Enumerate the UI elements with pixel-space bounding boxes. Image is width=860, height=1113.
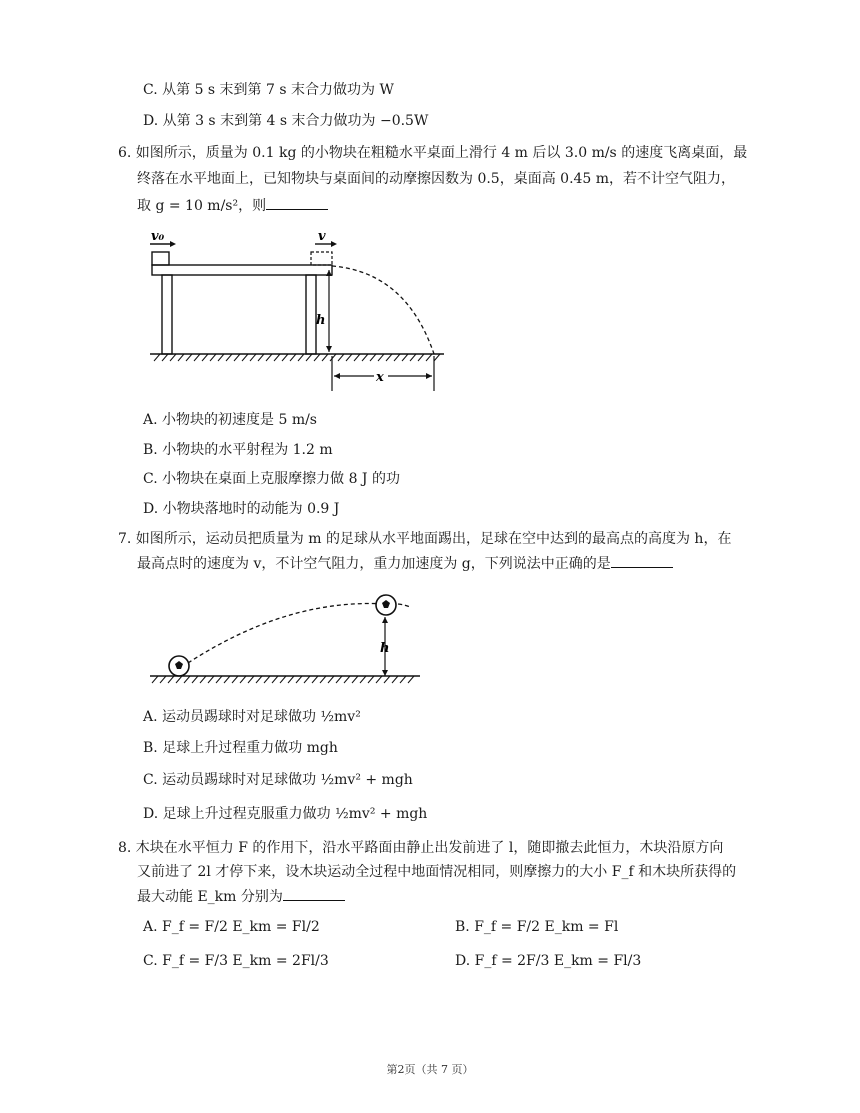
q7-option-c: C. 运动员踢球时对足球做功 ½mv² + mgh [143, 772, 413, 788]
q6-option-a: A. 小物块的初速度是 5 m/s [143, 412, 317, 428]
q8-option-c: C. F_f = F/3 E_km = 2Fl/3 [143, 953, 329, 969]
q6-option-c: C. 小物块在桌面上克服摩擦力做 8 J 的功 [143, 471, 400, 487]
answer-blank [611, 553, 673, 568]
label-v: v [318, 229, 326, 244]
q8-option-a: A. F_f = F/2 E_km = Fl/2 [143, 919, 320, 935]
q7-stem-line2: 最高点时的速度为 v，不计空气阻力，重力加速度为 g，下列说法中正确的是 [137, 553, 673, 574]
q8-stem-line3: 最大动能 E_km 分别为 [137, 886, 345, 907]
q7-stem-line1: 7. 如图所示，运动员把质量为 m 的足球从水平地面踢出，足球在空中达到的最高点的高度为 h，在 [118, 531, 732, 547]
label-x: x [376, 370, 384, 385]
q7-option-b: B. 足球上升过程重力做功 mgh [143, 740, 338, 756]
q8-stem-line2: 又前进了 2l 才停下来，设木块运动全过程中地面情况相同，则摩擦力的大小 F_f 和木块所获得的 [137, 864, 737, 880]
label-h: h [316, 313, 326, 328]
q6-stem-line3: 取 g = 10 m/s²，则 [137, 195, 328, 216]
q6-stem-line1: 6. 如图所示，质量为 0.1 kg 的小物块在粗糙水平桌面上滑行 4 m 后以 3.0 m/s 的速度飞离桌面，最 [118, 145, 748, 161]
page-footer: 第2页（共 7 页） [386, 1063, 474, 1076]
q8-option-b: B. F_f = F/2 E_km = Fl [455, 919, 619, 935]
label-v0: v₀ [151, 229, 165, 244]
answer-blank [266, 195, 328, 210]
q7-football-figure [148, 588, 428, 688]
answer-blank [283, 886, 345, 901]
q5-option-d: D. 从第 3 s 末到第 4 s 末合力做功为 −0.5W [143, 113, 429, 129]
q7-option-d: D. 足球上升过程克服重力做功 ½mv² + mgh [143, 806, 428, 822]
q6-option-d: D. 小物块落地时的动能为 0.9 J [143, 501, 340, 517]
label-h: h [380, 641, 390, 656]
q6-table-figure [148, 226, 448, 391]
q8-stem-line1: 8. 木块在水平恒力 F 的作用下，沿水平路面由静止出发前进了 l，随即撤去此恒力，木块沿原方向 [118, 840, 724, 856]
q6-stem-line2: 终落在水平地面上，已知物块与桌面间的动摩擦因数为 0.5，桌面高 0.45 m，若不计空气阻力， [137, 171, 736, 187]
q5-option-c: C. 从第 5 s 末到第 7 s 末合力做功为 W [143, 82, 394, 98]
q7-option-a: A. 运动员踢球时对足球做功 ½mv² [143, 709, 361, 725]
q8-option-d: D. F_f = 2F/3 E_km = Fl/3 [455, 953, 642, 969]
q6-option-b: B. 小物块的水平射程为 1.2 m [143, 442, 333, 458]
